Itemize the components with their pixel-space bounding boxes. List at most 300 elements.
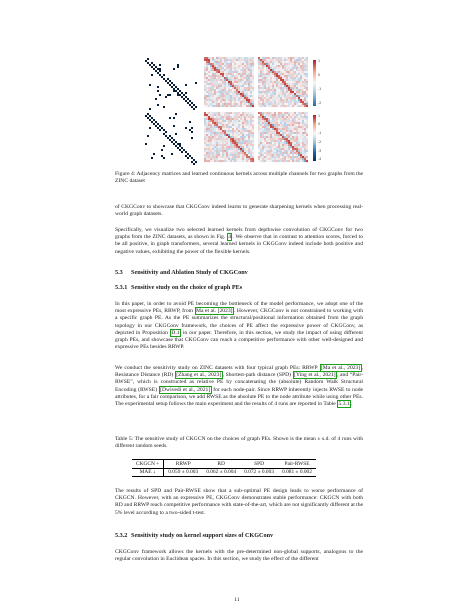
kernel-cell — [242, 61, 244, 63]
kernel-cell — [292, 61, 294, 63]
kernel-cell — [274, 77, 276, 79]
kernel-cell — [248, 144, 250, 146]
kernel-cell — [238, 71, 240, 73]
kernel-cell — [246, 120, 248, 122]
kernel-cell — [288, 97, 290, 99]
kernel-cell — [226, 112, 228, 114]
kernel-cell — [272, 154, 274, 156]
kernel-cell — [224, 128, 226, 130]
kernel-cell — [234, 99, 236, 101]
kernel-cell — [284, 146, 286, 148]
kernel-cell — [244, 134, 246, 136]
kernel-cell — [258, 112, 260, 114]
kernel-cell — [224, 71, 226, 73]
kernel-cell — [206, 154, 208, 156]
kernel-cell — [280, 126, 282, 128]
kernel-cell — [292, 99, 294, 101]
kernel-cell — [208, 69, 210, 71]
kernel-cell — [246, 57, 248, 59]
kernel-cell — [270, 124, 272, 126]
kernel-cell — [216, 57, 218, 59]
kernel-cell — [238, 138, 240, 140]
kernel-cell — [242, 73, 244, 75]
adjacency-cell — [173, 117, 175, 119]
kernel-cell — [290, 71, 292, 73]
kernel-cell — [248, 122, 250, 124]
kernel-cell — [224, 69, 226, 71]
kernel-cell — [214, 158, 216, 160]
kernel-cell — [210, 128, 212, 130]
kernel-cell — [250, 59, 252, 61]
kernel-cell — [234, 130, 236, 132]
kernel-cell — [278, 71, 280, 73]
kernel-cell — [222, 65, 224, 67]
kernel-cell — [280, 120, 282, 122]
kernel-cell — [304, 140, 306, 142]
kernel-cell — [210, 63, 212, 65]
kernel-cell — [264, 73, 266, 75]
kernel-cell — [210, 105, 212, 107]
kernel-cell — [294, 126, 296, 128]
kernel-cell — [272, 69, 274, 71]
kernel-cell — [294, 57, 296, 59]
kernel-cell — [266, 144, 268, 146]
kernel-cell — [220, 91, 222, 93]
kernel-cell — [272, 160, 274, 162]
kernel-cell — [280, 65, 282, 67]
kernel-cell — [204, 128, 206, 130]
kernel-cell — [288, 89, 290, 91]
kernel-cell — [220, 63, 222, 65]
kernel-cell — [226, 81, 228, 83]
kernel-cell — [280, 57, 282, 59]
kernel-cell — [292, 126, 294, 128]
kernel-cell — [230, 120, 232, 122]
kernel-cell — [306, 128, 308, 130]
kernel-cell — [302, 144, 304, 146]
kernel-cell — [266, 87, 268, 89]
kernel-cell — [228, 114, 230, 116]
kernel-cell — [210, 91, 212, 93]
kernel-cell — [214, 65, 216, 67]
kernel-cell — [242, 79, 244, 81]
kernel-cell — [272, 101, 274, 103]
kernel-cell — [222, 93, 224, 95]
kernel-cell — [218, 81, 220, 83]
kernel-cell — [204, 77, 206, 79]
kernel-cell — [252, 79, 254, 81]
kernel-cell — [204, 142, 206, 144]
kernel-cell — [258, 134, 260, 136]
kernel-cell — [266, 67, 268, 69]
kernel-cell — [212, 146, 214, 148]
kernel-cell — [220, 134, 222, 136]
kernel-cell — [230, 122, 232, 124]
citation-link[interactable]: [Dwivedi et al., 2021] — [160, 386, 211, 393]
kernel-cell — [306, 101, 308, 103]
kernel-cell — [288, 65, 290, 67]
kernel-cell — [270, 85, 272, 87]
kernel-cell — [304, 59, 306, 61]
kernel-cell — [290, 93, 292, 95]
kernel-cell — [216, 73, 218, 75]
figure-ref-link[interactable]: 4 — [228, 234, 232, 241]
kernel-cell — [270, 97, 272, 99]
kernel-cell — [238, 63, 240, 65]
kernel-cell — [234, 138, 236, 140]
kernel-cell — [250, 81, 252, 83]
kernel-cell — [284, 69, 286, 71]
kernel-cell — [226, 152, 228, 154]
kernel-cell — [210, 71, 212, 73]
kernel-cell — [284, 158, 286, 160]
kernel-cell — [210, 136, 212, 138]
kernel-cell — [208, 118, 210, 120]
kernel-cell — [286, 112, 288, 114]
kernel-cell — [282, 120, 284, 122]
kernel-cell — [280, 69, 282, 71]
kernel-cell — [250, 138, 252, 140]
kernel-cell — [288, 114, 290, 116]
kernel-cell — [210, 61, 212, 63]
kernel-cell — [242, 95, 244, 97]
kernel-cell — [294, 156, 296, 158]
kernel-cell — [204, 148, 206, 150]
kernel-cell — [276, 95, 278, 97]
kernel-cell — [244, 112, 246, 114]
adjacency-cell — [151, 74, 153, 76]
text: for each node-pair. Since RRWP inherently injects RWSE to node attributes, for a fair comparison, we add RWSE as the absolute PE to the node attribute while using other PEs. The experimental setup follows the main experiment and the results of 4 runs are reported in Table — [115, 386, 363, 408]
kernel-cell — [242, 114, 244, 116]
kernel-cell — [288, 132, 290, 134]
kernel-cell — [234, 156, 236, 158]
kernel-cell — [268, 99, 270, 101]
kernel-cell — [212, 69, 214, 71]
kernel-cell — [224, 136, 226, 138]
kernel-cell — [286, 140, 288, 142]
kernel-cell — [208, 93, 210, 95]
kernel-cell — [236, 142, 238, 144]
kernel-cell — [218, 87, 220, 89]
kernel-cell — [246, 146, 248, 148]
kernel-cell — [300, 138, 302, 140]
kernel-cell — [244, 63, 246, 65]
kernel-cell — [238, 95, 240, 97]
kernel-cell — [208, 99, 210, 101]
kernel-cell — [204, 158, 206, 160]
kernel-cell — [250, 158, 252, 160]
kernel-cell — [216, 132, 218, 134]
kernel-cell — [216, 59, 218, 61]
kernel-cell — [236, 81, 238, 83]
kernel-cell — [306, 89, 308, 91]
kernel-cell — [258, 63, 260, 65]
kernel-cell — [244, 59, 246, 61]
kernel-cell — [272, 142, 274, 144]
adjacency-cell — [163, 145, 165, 147]
kernel-cell — [232, 144, 234, 146]
kernel-cell — [252, 130, 254, 132]
kernel-cell — [206, 144, 208, 146]
kernel-cell — [286, 97, 288, 99]
kernel-cell — [238, 144, 240, 146]
kernel-cell — [268, 150, 270, 152]
kernel-cell — [238, 99, 240, 101]
kernel-cell — [232, 69, 234, 71]
kernel-cell — [232, 120, 234, 122]
kernel-cell — [300, 128, 302, 130]
kernel-cell — [300, 93, 302, 95]
kernel-cell — [296, 114, 298, 116]
kernel-cell — [244, 75, 246, 77]
kernel-cell — [242, 81, 244, 83]
kernel-cell — [292, 89, 294, 91]
kernel-cell — [244, 61, 246, 63]
kernel-cell — [292, 79, 294, 81]
kernel-cell — [232, 59, 234, 61]
kernel-cell — [306, 116, 308, 118]
kernel-cell — [268, 156, 270, 158]
citation-link[interactable]: [Zhang et al., 2023] — [176, 372, 222, 379]
kernel-cell — [228, 67, 230, 69]
kernel-cell — [212, 148, 214, 150]
kernel-cell — [250, 130, 252, 132]
kernel-cell — [220, 158, 222, 160]
kernel-cell — [248, 118, 250, 120]
kernel-cell — [284, 89, 286, 91]
kernel-cell — [280, 93, 282, 95]
kernel-cell — [276, 126, 278, 128]
kernel-cell — [204, 71, 206, 73]
kernel-cell — [258, 105, 260, 107]
kernel-cell — [306, 150, 308, 152]
kernel-cell — [278, 81, 280, 83]
kernel-cell — [282, 105, 284, 107]
kernel-cell — [282, 130, 284, 132]
kernel-cell — [298, 134, 300, 136]
kernel-cell — [210, 83, 212, 85]
kernel-cell — [288, 158, 290, 160]
kernel-cell — [238, 61, 240, 63]
kernel-cell — [228, 61, 230, 63]
kernel-cell — [262, 57, 264, 59]
kernel-cell — [222, 77, 224, 79]
kernel-cell — [210, 146, 212, 148]
kernel-cell — [298, 160, 300, 162]
kernel-cell — [288, 116, 290, 118]
kernel-cell — [230, 112, 232, 114]
kernel-cell — [298, 130, 300, 132]
adjacency-cell — [147, 58, 149, 60]
kernel-cell — [234, 112, 236, 114]
kernel-cell — [268, 130, 270, 132]
kernel-cell — [224, 67, 226, 69]
kernel-cell — [240, 128, 242, 130]
kernel-cell — [228, 128, 230, 130]
kernel-cell — [280, 105, 282, 107]
kernel-cell — [252, 144, 254, 146]
kernel-cell — [248, 77, 250, 79]
kernel-cell — [282, 146, 284, 148]
kernel-cell — [280, 148, 282, 150]
kernel-cell — [244, 114, 246, 116]
kernel-cell — [234, 61, 236, 63]
kernel-cell — [266, 136, 268, 138]
kernel-cell — [260, 148, 262, 150]
kernel-cell — [248, 95, 250, 97]
kernel-cell — [238, 148, 240, 150]
kernel-cell — [216, 95, 218, 97]
kernel-cell — [272, 71, 274, 73]
paragraph: The results of SPD and Pair-RWSE show that a sub-optimal PE design leads to worse performance of CKGCN. However, with an expressive PE, CKGConv demonstrates stable performance: CKGCN with both RD and RRWP reach competitive performance with state-of-the-art, which are not significantly different at the 5% level according to a two-sided t-test. — [115, 488, 363, 516]
kernel-cell — [212, 152, 214, 154]
kernel-cell — [266, 65, 268, 67]
kernel-cell — [224, 91, 226, 93]
kernel-cell — [216, 69, 218, 71]
kernel-cell — [222, 146, 224, 148]
kernel-cell — [274, 140, 276, 142]
kernel-cell — [260, 158, 262, 160]
kernel-cell — [262, 124, 264, 126]
kernel-cell — [288, 156, 290, 158]
kernel-cell — [236, 85, 238, 87]
kernel-cell — [226, 61, 228, 63]
kernel-cell — [216, 93, 218, 95]
kernel-cell — [218, 59, 220, 61]
kernel-cell — [222, 103, 224, 105]
kernel-cell — [216, 71, 218, 73]
kernel-cell — [222, 99, 224, 101]
kernel-cell — [292, 116, 294, 118]
adjacency-cell — [193, 108, 195, 110]
adjacency-cell — [153, 153, 155, 155]
kernel-cell — [238, 105, 240, 107]
kernel-cell — [288, 103, 290, 105]
kernel-cell — [294, 154, 296, 156]
kernel-cell — [244, 160, 246, 162]
kernel-cell — [242, 132, 244, 134]
kernel-cell — [294, 116, 296, 118]
kernel-cell — [260, 63, 262, 65]
kernel-cell — [284, 112, 286, 114]
kernel-cell — [278, 114, 280, 116]
kernel-cell — [284, 150, 286, 152]
kernel-cell — [230, 128, 232, 130]
kernel-cell — [272, 103, 274, 105]
table-header-cell: SPD — [240, 460, 278, 469]
kernel-cell — [232, 85, 234, 87]
kernel-cell — [206, 148, 208, 150]
kernel-cell — [244, 69, 246, 71]
kernel-cell — [264, 77, 266, 79]
kernel-cell — [290, 67, 292, 69]
kernel-cell — [234, 65, 236, 67]
kernel-cell — [238, 87, 240, 89]
kernel-cell — [268, 126, 270, 128]
kernel-cell — [270, 138, 272, 140]
kernel-cell — [266, 160, 268, 162]
kernel-cell — [274, 71, 276, 73]
kernel-cell — [204, 126, 206, 128]
kernel-cell — [244, 73, 246, 75]
kernel-cell — [258, 103, 260, 105]
kernel-cell — [286, 124, 288, 126]
kernel-cell — [252, 112, 254, 114]
kernel-cell — [234, 116, 236, 118]
kernel-cell — [230, 132, 232, 134]
kernel-cell — [268, 77, 270, 79]
kernel-cell — [208, 146, 210, 148]
kernel-cell — [250, 67, 252, 69]
kernel-cell — [276, 91, 278, 93]
kernel-cell — [238, 59, 240, 61]
kernel-cell — [300, 63, 302, 65]
kernel-cell — [206, 103, 208, 105]
kernel-cell — [210, 142, 212, 144]
kernel-cell — [220, 71, 222, 73]
kernel-cell — [218, 126, 220, 128]
kernel-cell — [218, 89, 220, 91]
kernel-cell — [222, 75, 224, 77]
kernel-cell — [284, 140, 286, 142]
kernel-cell — [224, 142, 226, 144]
kernel-cell — [298, 136, 300, 138]
kernel-cell — [304, 71, 306, 73]
section-heading — [115, 269, 248, 276]
kernel-cell — [236, 95, 238, 97]
kernel-cell — [304, 134, 306, 136]
kernel-cell — [230, 118, 232, 120]
kernel-cell — [294, 120, 296, 122]
kernel-cell — [270, 67, 272, 69]
table-ref-link[interactable]: 5.3.1 — [338, 401, 350, 408]
kernel-cell — [302, 101, 304, 103]
kernel-cell — [214, 75, 216, 77]
kernel-cell — [244, 158, 246, 160]
kernel-cell — [282, 136, 284, 138]
kernel-cell — [246, 152, 248, 154]
adjacency-cell — [193, 163, 195, 165]
kernel-cell — [220, 154, 222, 156]
kernel-cell — [232, 122, 234, 124]
kernel-cell — [220, 114, 222, 116]
kernel-cell — [222, 89, 224, 91]
kernel-cell — [248, 146, 250, 148]
citation-link[interactable]: Ma et al. [2023] — [195, 308, 233, 315]
proposition-ref-link[interactable]: D.1 — [171, 329, 180, 336]
kernel-cell — [250, 126, 252, 128]
adjacency-cell — [173, 125, 175, 127]
kernel-cell — [306, 156, 308, 158]
citation-link[interactable]: [Ma et al., 2023] — [320, 365, 361, 371]
kernel-cell — [284, 57, 286, 59]
kernel-cell — [232, 158, 234, 160]
citation-link[interactable]: [Ying et al., 2021] — [294, 372, 336, 379]
kernel-cell — [268, 136, 270, 138]
kernel-cell — [218, 142, 220, 144]
kernel-cell — [260, 124, 262, 126]
kernel-cell — [306, 71, 308, 73]
kernel-cell — [236, 120, 238, 122]
kernel-cell — [274, 124, 276, 126]
kernel-cell — [270, 71, 272, 73]
kernel-cell — [244, 154, 246, 156]
kernel-cell — [294, 87, 296, 89]
kernel-cell — [228, 59, 230, 61]
kernel-cell — [300, 97, 302, 99]
text: . However, CKGConv is not constrained to working with a specific graph PE. As the PE summarizes the structural/positional information obtained from the graph topology in our CKGConv framework, the choices of PE affect the expressive power of CKGConv, as depicted in Proposition — [115, 308, 363, 336]
kernel-cell — [216, 120, 218, 122]
